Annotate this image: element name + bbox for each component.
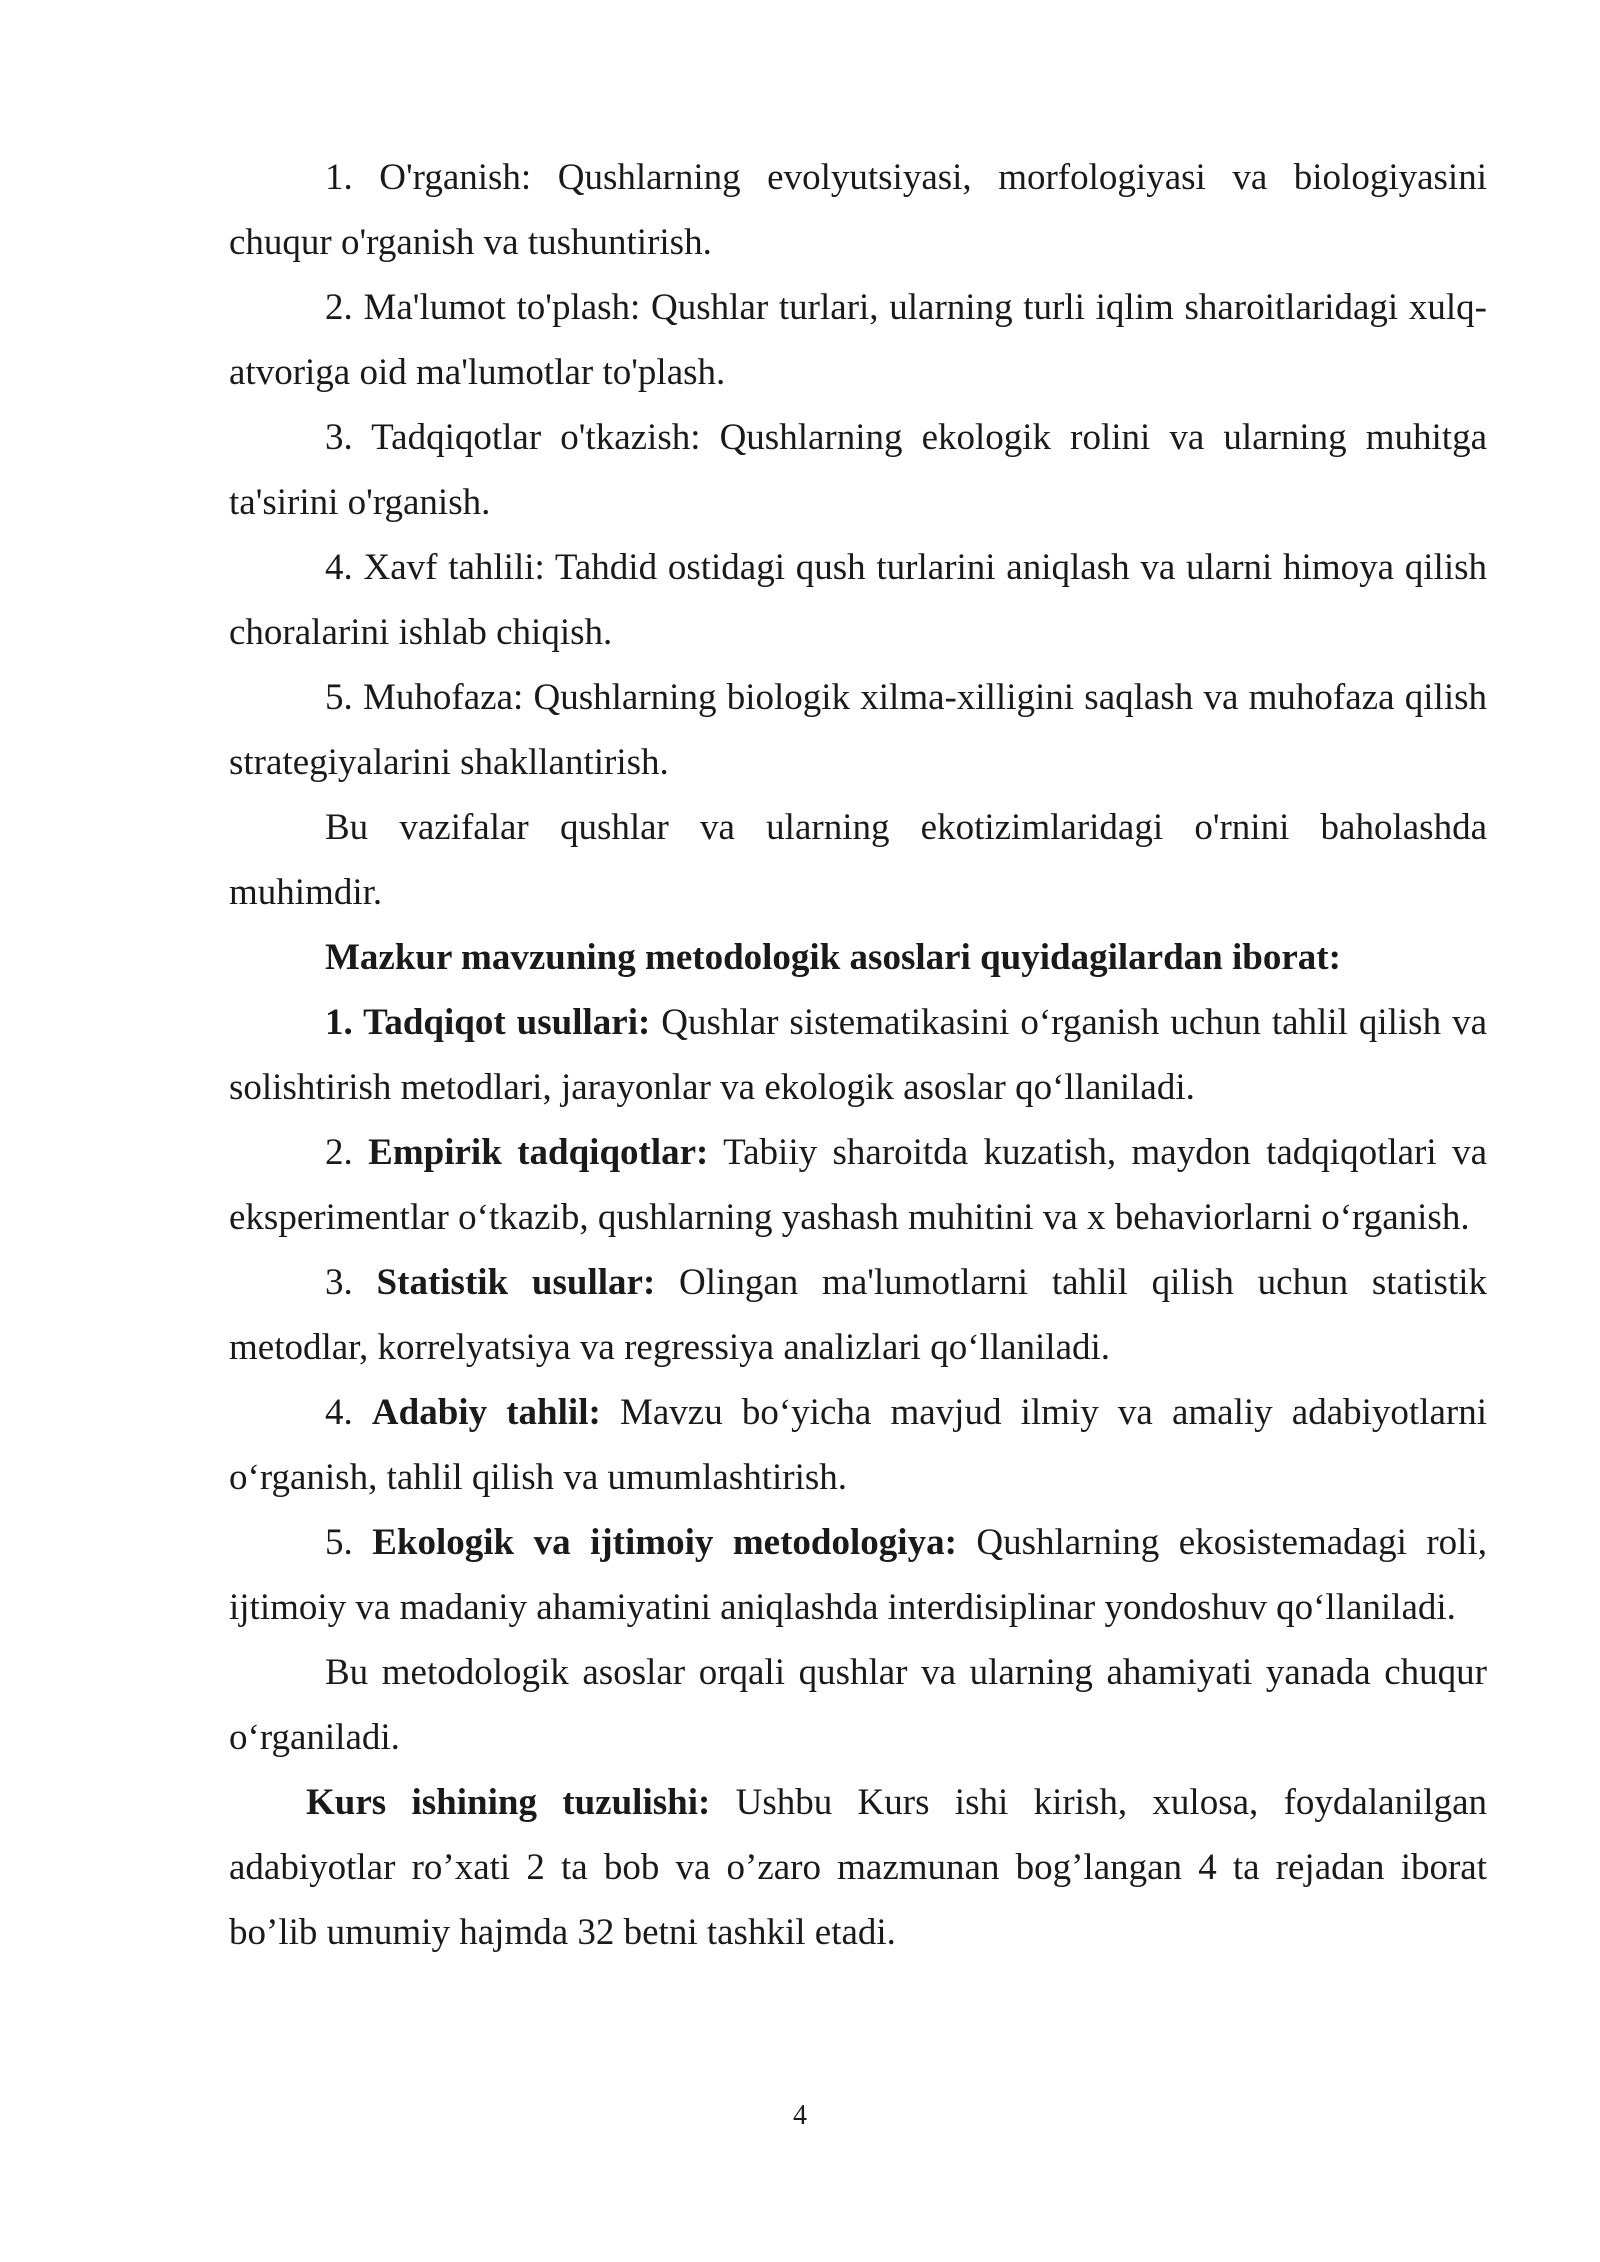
method-paragraph-4 <box>229 1380 1487 1510</box>
method-text-2: Tabiiy sharoitda kuzatish, maydon tadqiqotlari va eksperimentlar o‘tkazib, qushlarning yashash muhitini va x behaviorlarni o‘rganish. <box>229 1132 1487 1238</box>
task-paragraph-4: 4. Xavf tahlili: Tahdid ostidagi qush turlarini aniqlash va ularni himoya qilish choralarini ishlab chiqish. <box>229 547 1487 653</box>
method-paragraph-1 <box>229 990 1487 1120</box>
method-text-3: Olingan ma'lumotlarni tahlil qilish uchun statistik metodlar, korrelyatsiya va regressiya analizlari qo‘llaniladi. <box>229 1262 1487 1368</box>
method-number-2: 2. <box>325 1132 369 1173</box>
task-paragraph-2: 2. Ma'lumot to'plash: Qushlar turlari, ularning turli iqlim sharoitlaridagi xulq-atvoriga oid ma'lumotlar to'plash. <box>229 287 1487 393</box>
method-text-5: Qushlarning ekosistemadagi roli, ijtimoiy va madaniy ahamiyatini aniqlashda interdisiplinar yondoshuv qo‘llaniladi. <box>229 1522 1487 1628</box>
methods-conclusion: Bu metodologik asoslar orqali qushlar va ularning ahamiyati yanada chuqur o‘rganiladi. <box>229 1652 1487 1758</box>
methodology-heading: Mazkur mavzuning metodologik asoslari quyidagilardan iborat: <box>325 937 1341 978</box>
task-paragraph-3: 3. Tadqiqotlar o'tkazish: Qushlarning ekologik rolini va ularning muhitga ta'sirini o'rganish. <box>229 417 1487 523</box>
task-paragraph-5: 5. Muhofaza: Qushlarning biologik xilma-xilligini saqlash va muhofaza qilish strategiyalarini shakllantirish. <box>229 677 1487 783</box>
method-paragraph-5 <box>229 1510 1487 1640</box>
method-title-5: Ekologik va ijtimoiy metodologiya: <box>372 1522 957 1563</box>
page-body <box>229 145 1487 1965</box>
method-number-4: 4. <box>325 1392 372 1433</box>
method-text-4: Mavzu bo‘yicha mavjud ilmiy va amaliy adabiyotlarni o‘rganish, tahlil qilish va umumlashtirish. <box>229 1392 1488 1498</box>
tasks-conclusion: Bu vazifalar qushlar va ularning ekotizimlaridagi o'rnini baholashda muhimdir. <box>229 807 1487 913</box>
method-paragraph-2 <box>229 1120 1487 1250</box>
method-title-3: Statistik usullar: <box>376 1262 656 1303</box>
method-title-1: 1. Tadqiqot usullari: <box>325 1002 651 1043</box>
method-number-3: 3. <box>325 1262 377 1303</box>
task-paragraph-1: 1. O'rganish: Qushlarning evolyutsiyasi, morfologiyasi va biologiyasini chuqur o'rganish va tushuntirish. <box>229 157 1487 263</box>
method-number-5: 5. <box>325 1522 373 1563</box>
course-structure-title: Kurs ishining tuzulishi: <box>306 1782 711 1823</box>
page-number: 4 <box>793 2100 807 2131</box>
method-text-1: Qushlar sistematikasini o‘rganish uchun tahlil qilish va solishtirish metodlari, jarayonlar va ekologik asoslar qo‘llaniladi. <box>229 1002 1487 1108</box>
course-structure-paragraph <box>229 1770 1487 1965</box>
method-paragraph-3 <box>229 1250 1487 1380</box>
method-title-4: Adabiy tahlil: <box>371 1392 601 1433</box>
course-structure-text: Ushbu Kurs ishi kirish, xulosa, foydalanilgan adabiyotlar ro’xati 2 ta bob va o’zaro mazmunan bog’langan 4 ta rejadan iborat bo’lib umumiy hajmda 32 betni tashkil etadi. <box>229 1782 1488 1953</box>
method-title-2: Empirik tadqiqotlar: <box>368 1132 709 1173</box>
